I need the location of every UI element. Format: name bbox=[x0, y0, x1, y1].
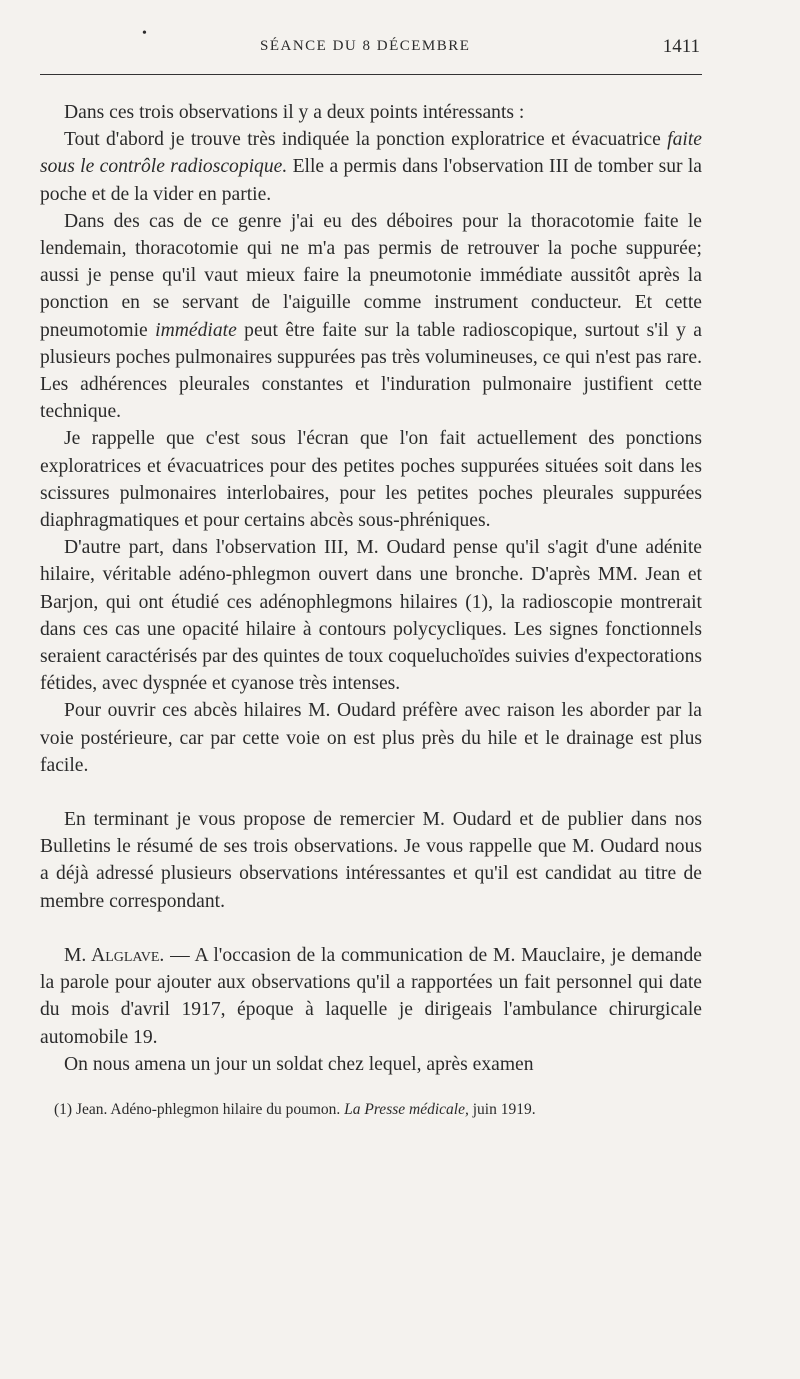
paragraph-3-tail: peut être faite sur la table radioscopique, surtout s'il y a plusieurs poches pulmonaires suppurées pas très volumineuses, ce qui n'est pas rare. Les adhérences pleurales constantes et l'induration pulmonaire justifient cette technique. bbox=[40, 319, 702, 423]
page-number: 1411 bbox=[662, 36, 700, 57]
footnote bbox=[40, 1100, 702, 1120]
footnote-text: (1) Jean. Adéno-phlegmon hilaire du poumon. bbox=[54, 1100, 345, 1118]
header-dot: • bbox=[142, 26, 147, 41]
paragraph-2-italic: faite sous le contrôle radioscopique. bbox=[40, 129, 702, 178]
paragraph-6: Pour ouvrir ces abcès hilaires M. Oudard préfère avec raison les aborder par la voie postérieure, car par cette voie on est plus près du hile et le drainage est plus facile. bbox=[40, 700, 702, 776]
page bbox=[40, 26, 702, 1120]
paragraph-8 bbox=[40, 942, 702, 1051]
paragraph-7: En terminant je vous propose de remercier M. Oudard et de publier dans nos Bulletins le résumé de ses trois observations. Je vous rappelle que M. Oudard nous a déjà adressé plusieurs observations intéressantes et qu'il est candidat au titre de membre correspondant. bbox=[40, 809, 702, 912]
speaker-name: M. Alglave. bbox=[64, 944, 165, 966]
paragraph-3 bbox=[40, 208, 702, 426]
paragraph-1: Dans ces trois observations il y a deux points intéressants : bbox=[64, 102, 525, 123]
paragraph-3-text: Dans des cas de ce genre j'ai eu des déboires pour la thoracotomie faite le lendemain, thoracotomie qui ne m'a pas permis de retrouver la poche suppurée; aussi je pense qu'il vaut mieux faire la pneumotonie immédiate aussitôt après la ponction en se servant de l'aiguille comme instrument conducteur. Et cette pneumotomie bbox=[40, 210, 702, 341]
article-body bbox=[40, 99, 702, 1078]
running-header bbox=[40, 26, 702, 75]
paragraph-3-italic: immédiate bbox=[155, 319, 237, 341]
paragraph-2-text: Tout d'abord je trouve très indiquée la ponction exploratrice et évacuatrice bbox=[64, 129, 668, 151]
paragraph-2-tail: Elle a permis dans l'observation III de tomber sur la poche et de la vider en partie. bbox=[40, 156, 702, 205]
paragraph-4: Je rappelle que c'est sous l'écran que l'on fait actuellement des ponctions exploratrices et évacuatrices pour des petites poches suppurées situées soit dans les scissures pulmonaires interlobaires, pour les petites poches pleurales suppurées diaphragmatiques et pour certains abcès sous-phréniques. bbox=[40, 428, 702, 532]
header-title: SÉANCE DU 8 DÉCEMBRE bbox=[260, 38, 471, 54]
paragraph-9: On nous amena un jour un soldat chez lequel, après examen bbox=[64, 1053, 534, 1075]
paragraph-5: D'autre part, dans l'observation III, M. Oudard pense qu'il s'agit d'une adénite hilaire, véritable adéno-phlegmon ouvert dans une bronche. D'après MM. Jean et Barjon, qui ont étudié ces adénophlegmons hilaires (1), la radioscopie montrerait dans ces cas une opacité hilaire à contours polycycliques. Les signes fonctionnels seraient caractérisés par des quintes de toux coqueluchoïdes suivies d'expectorations fétides, avec dyspnée et cyanose très intenses. bbox=[40, 537, 702, 695]
footnote-journal: La Presse médicale, bbox=[344, 1100, 469, 1118]
paragraph-8-text: — A l'occasion de la communication de M. Mauclaire, je demande la parole pour ajouter aux observations qu'il a rapportées un fait personnel qui date du mois d'avril 1917, époque à laquelle je dirigeais l'ambulance chirurgicale automobile 19. bbox=[40, 944, 702, 1048]
footnote-date: juin 1919. bbox=[468, 1100, 536, 1118]
paragraph-2 bbox=[40, 126, 702, 208]
